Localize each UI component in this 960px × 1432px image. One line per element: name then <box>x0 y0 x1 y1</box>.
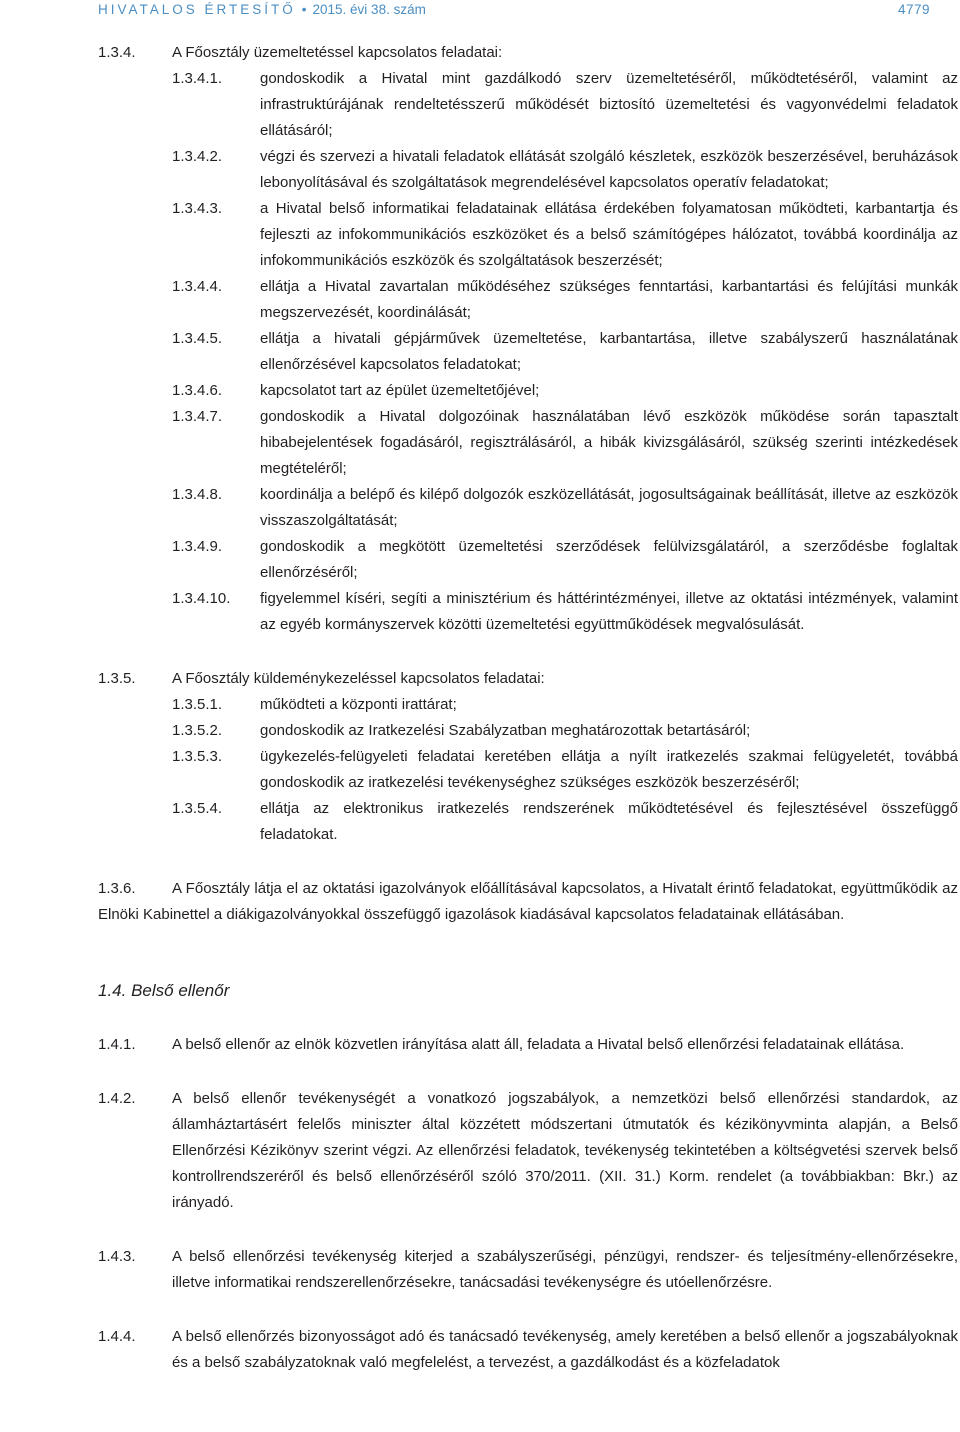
item-number: 1.3.4.7. <box>172 408 223 425</box>
item-text: gondoskodik a Hivatal mint gazdálkodó szerv üzemeltetéséről, működtetéséről, valamint az infrastruktúrájának rendeltetésszerű működését biztosító üzemeltetési és vagyonvédelmi feladatok ellátásáról; <box>260 70 958 139</box>
list-item <box>0 586 960 638</box>
list-item <box>0 196 960 274</box>
section-number: 1.3.4. <box>98 44 136 61</box>
item-text: ellátja a Hivatal zavartalan működéséhez szükséges fenntartási, karbantartási és felújítási munkák megszervezését, koordinálását; <box>260 278 958 321</box>
item-text: koordinálja a belépő és kilépő dolgozók eszközellátását, jogosultságainak beállítását, illetve az eszközök visszaszolgáltatását; <box>260 486 958 529</box>
section-number: 1.4.3. <box>98 1248 136 1265</box>
list-item <box>0 482 960 534</box>
item-number: 1.3.4.8. <box>172 486 223 503</box>
spacer <box>0 1296 960 1324</box>
list-item <box>0 144 960 196</box>
item-text: figyelemmel kíséri, segíti a minisztérium és háttérintézményei, illetve az oktatási intézmények, valamint az egyéb kormányszervek közötti üzemeltetési együttműködések megvalósulását. <box>260 590 958 633</box>
section-number: 1.3.5. <box>98 670 136 687</box>
section-1-4-1 <box>0 1032 960 1058</box>
section-text: A belső ellenőr tevékenységét a vonatkozó jogszabályok, a nemzetközi belső ellenőrzési standardok, az államháztartásért felelős miniszter által közzétett módszertani útmutatók és kézikönyvminta alapján, a Belső Ellenőrzési Kézikönyv szerint végzi. Az ellenőrzési feladatok, tevékenység tekintetében a költségvetési szervek belső kontrollrendszeréről és belső ellenőrzéséről szóló 370/2011. (XII. 31.) Korm. rendelet (a továbbiakban: Bkr.) az irányadó. <box>172 1090 958 1211</box>
list-item <box>0 796 960 848</box>
spacer <box>0 1058 960 1086</box>
item-text: ügykezelés-felügyeleti feladatai keretében ellátja a nyílt iratkezelés szakmai felügyeletét, továbbá gondoskodik az iratkezelési tevékenységhez szükséges eszközök beszerzéséről; <box>260 748 958 791</box>
item-number: 1.3.4.9. <box>172 538 223 555</box>
section-number: 1.4.4. <box>98 1328 136 1345</box>
section-text: A belső ellenőr az elnök közvetlen irányítása alatt áll, feladata a Hivatal belső ellenőrzési feladatainak ellátása. <box>172 1036 905 1053</box>
item-number: 1.3.4.10. <box>172 590 231 607</box>
item-number: 1.3.4.6. <box>172 382 223 399</box>
item-text: gondoskodik az Iratkezelési Szabályzatban meghatározottak betartásáról; <box>260 722 751 739</box>
item-text: gondoskodik a megkötött üzemeltetési szerződések felülvizsgálatáról, a szerződésbe foglaltak ellenőrzéséről; <box>260 538 958 581</box>
spacer <box>0 638 960 666</box>
item-number: 1.3.4.1. <box>172 70 223 87</box>
item-text: kapcsolatot tart az épület üzemeltetőjével; <box>260 382 540 399</box>
item-text: működteti a központi irattárat; <box>260 696 457 713</box>
item-number: 1.3.5.4. <box>172 800 223 817</box>
item-text: ellátja az elektronikus iratkezelés rendszerének működtetésével és fejlesztésével összefüggő feladatokat. <box>260 800 958 843</box>
spacer <box>0 1216 960 1244</box>
section-text: A Főosztály küldeménykezeléssel kapcsolatos feladatai: <box>172 670 545 687</box>
section-text: A Főosztály látja el az oktatási igazolványok előállításával kapcsolatos, a Hivatalt érintő feladatokat, együttműködik az Elnöki Kabinettel a diákigazolványokkal összefüggő igazolások kiadásával kapcsolatos feladatainak ellátásában. <box>98 880 958 923</box>
section-1-4-3 <box>0 1244 960 1296</box>
item-number: 1.3.5.2. <box>172 722 223 739</box>
list-item <box>0 378 960 404</box>
section-text: A Főosztály üzemeltetéssel kapcsolatos feladatai: <box>172 44 503 61</box>
item-number: 1.3.4.5. <box>172 330 223 347</box>
section-1-4-2 <box>0 1086 960 1216</box>
list-item <box>0 718 960 744</box>
item-text: ellátja a hivatali gépjárművek üzemeltetése, karbantartása, illetve szabályszerű használatának ellenőrzésével kapcsolatos feladatokat; <box>260 330 958 373</box>
page-header <box>98 0 930 22</box>
list-item <box>0 326 960 378</box>
item-number: 1.3.5.3. <box>172 748 223 765</box>
section-number: 1.4.2. <box>98 1090 136 1107</box>
journal-title <box>98 2 426 17</box>
list-item <box>0 744 960 796</box>
item-number: 1.3.5.1. <box>172 696 223 713</box>
journal-name: HIVATALOS ÉRTESÍTŐ <box>98 2 296 17</box>
page-number: 4779 <box>897 2 930 17</box>
list-item <box>0 66 960 144</box>
list-item <box>0 404 960 482</box>
section-1-3-6 <box>0 876 960 928</box>
document-body <box>0 40 960 1376</box>
item-text: gondoskodik a Hivatal dolgozóinak használatában lévő eszközök működése során tapasztalt hibabejelentések fogadásáról, regisztrálásáról, a hibák kivizsgálásáról, szükség szerinti intézkedések megtételéről; <box>260 408 958 477</box>
item-number: 1.3.4.4. <box>172 278 223 295</box>
section-number: 1.4.1. <box>98 1036 136 1053</box>
section-number: 1.3.6. <box>98 880 136 897</box>
item-number: 1.3.4.3. <box>172 200 223 217</box>
list-item <box>0 274 960 326</box>
section-heading-1-4: 1.4. Belső ellenőr <box>98 981 230 1000</box>
section-1-3-5 <box>0 666 960 692</box>
header-separator: • <box>301 2 307 17</box>
spacer <box>0 848 960 876</box>
section-1-4-4 <box>0 1324 960 1376</box>
spacer <box>0 1004 960 1032</box>
item-text: végzi és szervezi a hivatali feladatok ellátását szolgáló készletek, eszközök beszerzésével, beruházások lebonyolításával és szolgáltatások megrendelésével kapcsolatos operatív feladatokat; <box>260 148 958 191</box>
section-text: A belső ellenőrzési tevékenység kiterjed a szabályszerűségi, pénzügyi, rendszer- és teljesítmény-ellenőrzésekre, illetve informatikai rendszerellenőrzésekre, tanácsadási tevékenységre és utóellenőrzésre. <box>172 1248 958 1291</box>
item-number: 1.3.4.2. <box>172 148 223 165</box>
section-1-3-4 <box>0 40 960 66</box>
item-text: a Hivatal belső informatikai feladatainak ellátása érdekében folyamatosan működteti, karbantartja és fejleszti az infokommunikációs eszközöket és a belső számítógépes hálózatot, továbbá koordinálja az infokommunikációs eszközök és szolgáltatások beszerzését; <box>260 200 958 269</box>
journal-issue: 2015. évi 38. szám <box>312 2 426 17</box>
spacer <box>0 928 960 978</box>
section-text: A belső ellenőrzés bizonyosságot adó és tanácsadó tevékenység, amely keretében a belső ellenőr a jogszabályoknak és a belső szabályzatoknak való megfelelést, a tervezést, a gazdálkodást és a közfeladatok <box>172 1328 958 1371</box>
list-item <box>0 534 960 586</box>
list-item <box>0 692 960 718</box>
